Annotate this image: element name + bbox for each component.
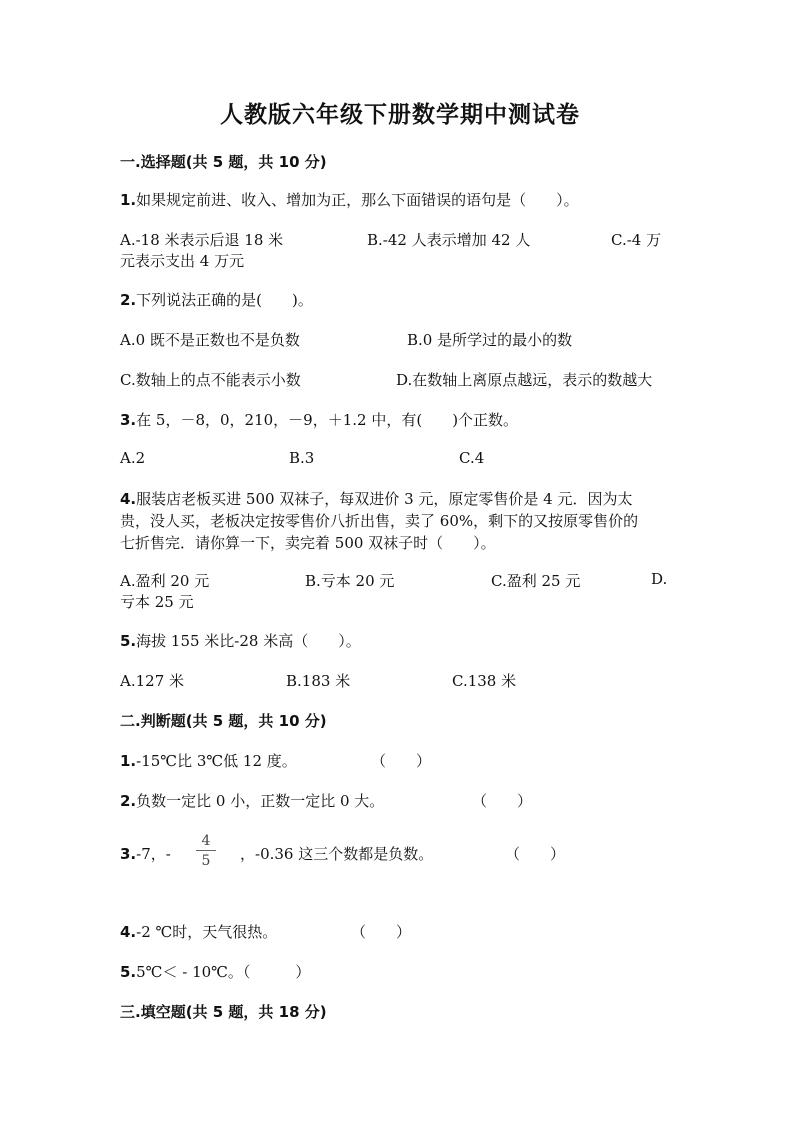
choice-question-4 <box>120 488 632 509</box>
question-number: 3. <box>120 845 137 863</box>
section-heading-choice: 一.选择题(共 5 题，共 10 分) <box>120 153 327 171</box>
section-heading-judge: 二.判断题(共 5 题，共 10 分) <box>120 712 327 730</box>
page-title: 人教版六年级下册数学期中测试卷 <box>220 101 580 128</box>
fraction-numerator: 4 <box>196 834 216 851</box>
choice-question-4-line-2: 贵，没人买，老板决定按零售价八折出售，卖了 60%，剩下的又按原零售价的 <box>120 512 639 530</box>
choice-5-option-c: C.138 米 <box>452 672 517 690</box>
choice-question-4-line-3: 七折售完．请你算一下，卖完着 500 双袜子时（ ）。 <box>120 534 496 552</box>
choice-1-option-b: B.-42 人表示增加 42 人 <box>367 231 531 249</box>
section-heading-fill-in: 三.填空题(共 5 题，共 18 分) <box>120 1003 327 1021</box>
question-number: 5. <box>120 963 137 981</box>
judge-question-2 <box>120 790 384 811</box>
question-number: 1. <box>120 752 137 770</box>
choice-5-option-b: B.183 米 <box>286 672 351 690</box>
choice-2-option-a: A.0 既不是正数也不是负数 <box>120 331 300 349</box>
choice-3-option-c: C.4 <box>459 449 485 467</box>
choice-4-option-d: D. <box>651 570 668 588</box>
question-text: 5℃＜ - 10℃。（ ） <box>136 963 311 981</box>
choice-3-option-b: B.3 <box>289 449 315 467</box>
fraction-four-fifths <box>196 834 216 868</box>
choice-4-option-b: B.亏本 20 元 <box>305 572 395 590</box>
judge-3-answer-blank: （ ） <box>505 845 566 863</box>
question-number: 3. <box>120 411 137 429</box>
question-number: 2. <box>120 291 137 309</box>
judge-1-answer-blank: （ ） <box>371 752 432 770</box>
choice-question-2 <box>120 289 313 310</box>
choice-2-option-c: C.数轴上的点不能表示小数 <box>120 371 301 389</box>
choice-3-option-a: A.2 <box>120 449 146 467</box>
choice-1-option-c: C.-4 万 <box>611 231 662 249</box>
question-number: 2. <box>120 792 137 810</box>
choice-4-option-a: A.盈利 20 元 <box>120 572 210 590</box>
question-text: -2 ℃时，天气很热。 <box>136 923 278 941</box>
choice-1-option-a: A.-18 米表示后退 18 米 <box>120 231 284 249</box>
question-text: 在 5，－8，0，210，－9，＋1.2 中，有( )个正数。 <box>136 411 519 429</box>
judge-2-answer-blank: （ ） <box>472 792 533 810</box>
question-text: -15℃比 3℃低 12 度。 <box>136 752 297 770</box>
choice-question-1 <box>120 189 579 210</box>
choice-4-option-d-continued: 亏本 25 元 <box>120 593 194 611</box>
question-text: 海拔 155 米比-28 米高（ ）。 <box>136 632 361 650</box>
judge-question-3 <box>120 843 171 864</box>
choice-1-option-c-continued: 元表示支出 4 万元 <box>120 252 245 270</box>
question-number: 5. <box>120 632 137 650</box>
judge-question-1 <box>120 750 297 771</box>
fraction-denominator: 5 <box>201 853 211 869</box>
question-text: 如果规定前进、收入、增加为正，那么下面错误的语句是（ ）。 <box>136 191 579 209</box>
choice-5-option-a: A.127 米 <box>120 672 184 690</box>
question-text: 下列说法正确的是( )。 <box>136 291 313 309</box>
question-text: 负数一定比 0 小，正数一定比 0 大。 <box>136 792 385 810</box>
judge-4-answer-blank: （ ） <box>351 923 412 941</box>
question-number: 1. <box>120 191 137 209</box>
choice-4-option-c: C.盈利 25 元 <box>491 572 581 590</box>
choice-2-option-b: B.0 是所学过的最小的数 <box>407 331 573 349</box>
choice-question-5 <box>120 630 361 651</box>
judge-question-5 <box>120 961 310 982</box>
judge-question-4 <box>120 921 277 942</box>
question-number: 4. <box>120 490 137 508</box>
judge-question-3-part-2: ，-0.36 这三个数都是负数。 <box>240 845 434 863</box>
question-text-line-1: 服装店老板买进 500 双袜子，每双进价 3 元，原定零售价是 4 元．因为太 <box>136 490 633 508</box>
question-number: 4. <box>120 923 137 941</box>
choice-question-3 <box>120 409 518 430</box>
question-text-part-1: -7，- <box>136 845 171 863</box>
choice-2-option-d: D.在数轴上离原点越远，表示的数越大 <box>396 371 653 389</box>
